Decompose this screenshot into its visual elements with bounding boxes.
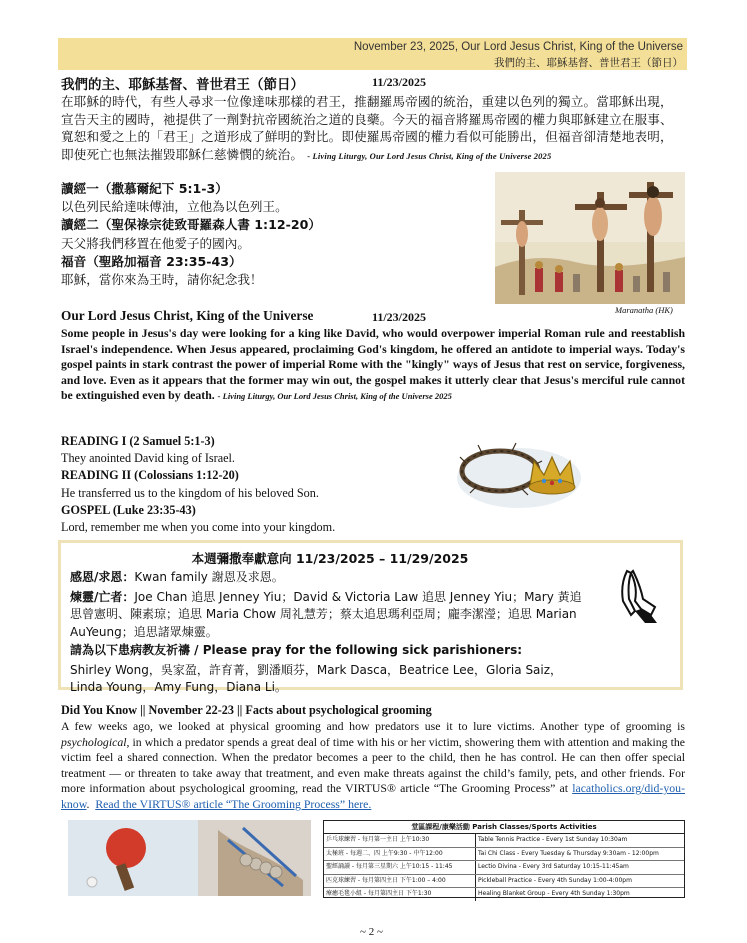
pray-names: Shirley Wong，吳家盈，許育菁，劉潘順芬，Mark Dasca，Beatrice Lee，Gloria Saiz，Linda Young，Amy Fung，Diana Li。 — [70, 662, 563, 694]
pray-label: 請為以下患病教友祈禱 / Please pray for the following sick parishioners: — [70, 643, 523, 657]
zh-citation: - Living Liturgy, Our Lord Jesus Christ, King of the Universe 2025 — [307, 150, 552, 161]
souls-label: 煉靈/亡者： — [70, 589, 135, 604]
mass-intentions-title: 本週彌撒奉獻意向 11/23/2025 – 11/29/2025 — [191, 551, 469, 566]
crucifixion-image — [495, 172, 685, 304]
table-row — [324, 861, 684, 875]
zh-body-text: 在耶穌的時代，有些人尋求一位像達味那樣的君王，推翻羅馬帝國的統治，重建以色列的獨立。當耶穌出現，宣告天主的國時，祂提供了一劑對抗帝國統治之道的良藥。今天的福音將羅馬帝國的權力與耶穌建立在服事、寬恕和愛之上的「君王」之道形成了鮮明的對比。即使羅馬帝國的權力看似可能勝出，但福音卻清楚地表明，即使死亡也無法摧毀耶穌仁慈憐憫的統治。 — [61, 94, 673, 162]
table-row — [324, 848, 684, 862]
header-english-title: November 23, 2025, Our Lord Jesus Christ, King of the Universe — [353, 41, 683, 53]
en-body-text: Some people in Jesus's day were looking for a king like David, who would overpower imperial Roman rule and reestablish Israel's independence. When Jesus appeared, proclaiming God's kingdom, he offered an antidote to imperial ways. Today's gospel paints in stark contrast the power of imperial Rome with the "kingly" ways of Jesus that rest on service, forgiveness, and love. Even as it appears that the former may win out, the gospel makes it utterly clear that Jesus's merciful rule cannot be extinguished even by death. — [61, 326, 685, 403]
zh-gospel-text: 耶穌，當你來為王時，請你紀念我！ — [61, 272, 263, 288]
souls-line — [70, 589, 590, 642]
dyk-body-b: , in which a predator spends a great deal of time with his or her victim, showering them with attention and making the victim feel a shared connection. When the predator becomes a peer to the child, then he has control. He can then offer special treatment — or threaten to take away that treatment, and even make threats against the child’s family, pets, and other friends. For more information about psychological grooming, read the VIRTUS® article “The Grooming Process” at — [61, 734, 685, 796]
table-row — [324, 875, 684, 889]
table-cell-chinese: 匹克球練習 - 每月第四主日 下午1:00 – 4:00 — [324, 875, 476, 888]
praying-hands-icon — [601, 565, 661, 625]
zh-title: 我們的主、耶穌基督、普世君王（節日） — [61, 77, 304, 93]
thanks-label: 感恩/求恩： — [70, 570, 135, 584]
en-reading2-text: He transferred us to the kingdom of his beloved Son. — [61, 485, 319, 500]
parish-classes-table — [323, 820, 685, 898]
zh-reading2-text: 天父將我們移置在他愛子的國內。 — [61, 235, 250, 251]
dyk-body-a: A few weeks ago, we looked at physical grooming and how predators use it to lure victims. Another type of grooming is — [61, 719, 685, 733]
en-reading1-text: They anointed David king of Israel. — [61, 451, 235, 466]
en-title: Our Lord Jesus Christ, King of the Universe — [61, 308, 314, 323]
en-gospel-text: Lord, remember me when you come into your kingdom. — [61, 520, 336, 535]
header-banner — [58, 38, 687, 70]
table-cell-chinese: 乒乓球練習 - 每月第一主日 上午10:30 — [324, 834, 476, 847]
en-reading2-label: READING II (Colossians 1:12-20) — [61, 468, 239, 483]
dyk-body-em: psychological — [61, 734, 127, 749]
en-body — [61, 326, 685, 405]
virtus-article-link[interactable]: Read the VIRTUS® article “The Grooming Process” here. — [95, 796, 372, 811]
zh-gospel-label: 福音（聖路加福音 23:35-43） — [61, 253, 242, 269]
header-chinese-title: 我們的主、耶穌基督、普世君王（節日） — [494, 57, 683, 69]
en-date: 11/23/2025 — [372, 310, 427, 324]
page-number: ~ 2 ~ — [360, 926, 383, 938]
activities-photo — [68, 820, 311, 896]
table-cell-english: Lectio Divina - Every 3rd Saturday 10:15-11:45am — [478, 863, 629, 871]
zh-reading2-label: 讀經二（聖保祿宗徒致哥羅森人書 1:12-20） — [61, 217, 321, 233]
classes-table-title: 堂區課程/康樂活動 Parish Classes/Sports Activities — [324, 821, 684, 834]
dyk-body: A few weeks ago, we looked at physical grooming and how predators use it to lure victims. Another type of grooming is psychological, in which a predator spends a great deal of time with his or her victim, showering them with attention and making the victim feel a shared connection. When the predator becomes a peer to the child, then he has control. He can then offer special treatment — or threaten to take away that treatment, and even make threats against the child’s family, pets, and other friends. For more information about psychological grooming, read the VIRTUS® article “The Grooming Process” at lacatholics.org/did-you-know. Read the VIRTUS® article “The Grooming Process” here. — [61, 719, 685, 811]
table-cell-chinese: 療癒毛毯小組 - 每月第四主日 下午1:30 — [324, 888, 476, 901]
zh-reading1-label: 讀經一（撒慕爾紀下 5:1-3） — [61, 181, 228, 196]
table-cell-english: Healing Blanket Group - Every 4th Sunday 1:30pm — [478, 890, 630, 898]
table-cell-chinese: 聖經誦讀 - 每月第三星期六 上午10:15 - 11:45 — [324, 861, 476, 874]
table-cell-english: Tai Chi Class - Every Tuesday & Thursday 9:30am - 12:00pm — [478, 849, 659, 857]
table-cell-english: Table Tennis Practice - Every 1st Sunday 10:30am — [478, 836, 628, 843]
table-cell-chinese: 太極班 - 每週二、四 上午9:30 - 中午12:00 — [324, 848, 476, 861]
zh-body — [61, 93, 685, 165]
dyk-title: Did You Know || November 22-23 || Facts about psychological grooming — [61, 703, 432, 717]
en-citation: - Living Liturgy, Our Lord Jesus Christ, King of the Universe 2025 — [217, 391, 452, 402]
mass-intentions-box — [58, 540, 683, 694]
crowns-image — [452, 423, 587, 518]
zh-date: 11/23/2025 — [372, 75, 427, 89]
table-row — [324, 834, 684, 848]
thanks-text: Kwan family 謝恩及求恩。 — [134, 570, 284, 584]
en-readings — [61, 433, 441, 536]
mass-intentions-content — [70, 549, 590, 697]
table-cell-english: Pickleball Practice - Every 4th Sunday 1:00-4:00pm — [478, 876, 632, 884]
table-row — [324, 888, 684, 901]
thanks-line — [70, 569, 590, 587]
souls-text: Joe Chan 追思 Jenney Yiu；David & Victoria Law 追思 Jenney Yiu；Mary 黃追思曾憲明、陳素琼；追思 Maria Chow 周礼慧芳；蔡太追思瑪利亞周；龐李潔瀅；追思 Marian AuYeung；追思諸眾煉靈。 — [70, 589, 582, 639]
zh-readings — [61, 180, 491, 289]
en-gospel-label: GOSPEL (Luke 23:35-43) — [61, 502, 196, 517]
zh-reading1-text: 以色列民給達味傅油，立他為以色列王。 — [61, 199, 288, 215]
classes-rows — [324, 834, 684, 901]
image-caption: Maranatha (HK) — [615, 305, 673, 315]
en-reading1-label: READING I (2 Samuel 5:1-3) — [61, 434, 215, 448]
lacatholics-link[interactable]: lacatholics.org/did-you-know — [61, 781, 685, 811]
